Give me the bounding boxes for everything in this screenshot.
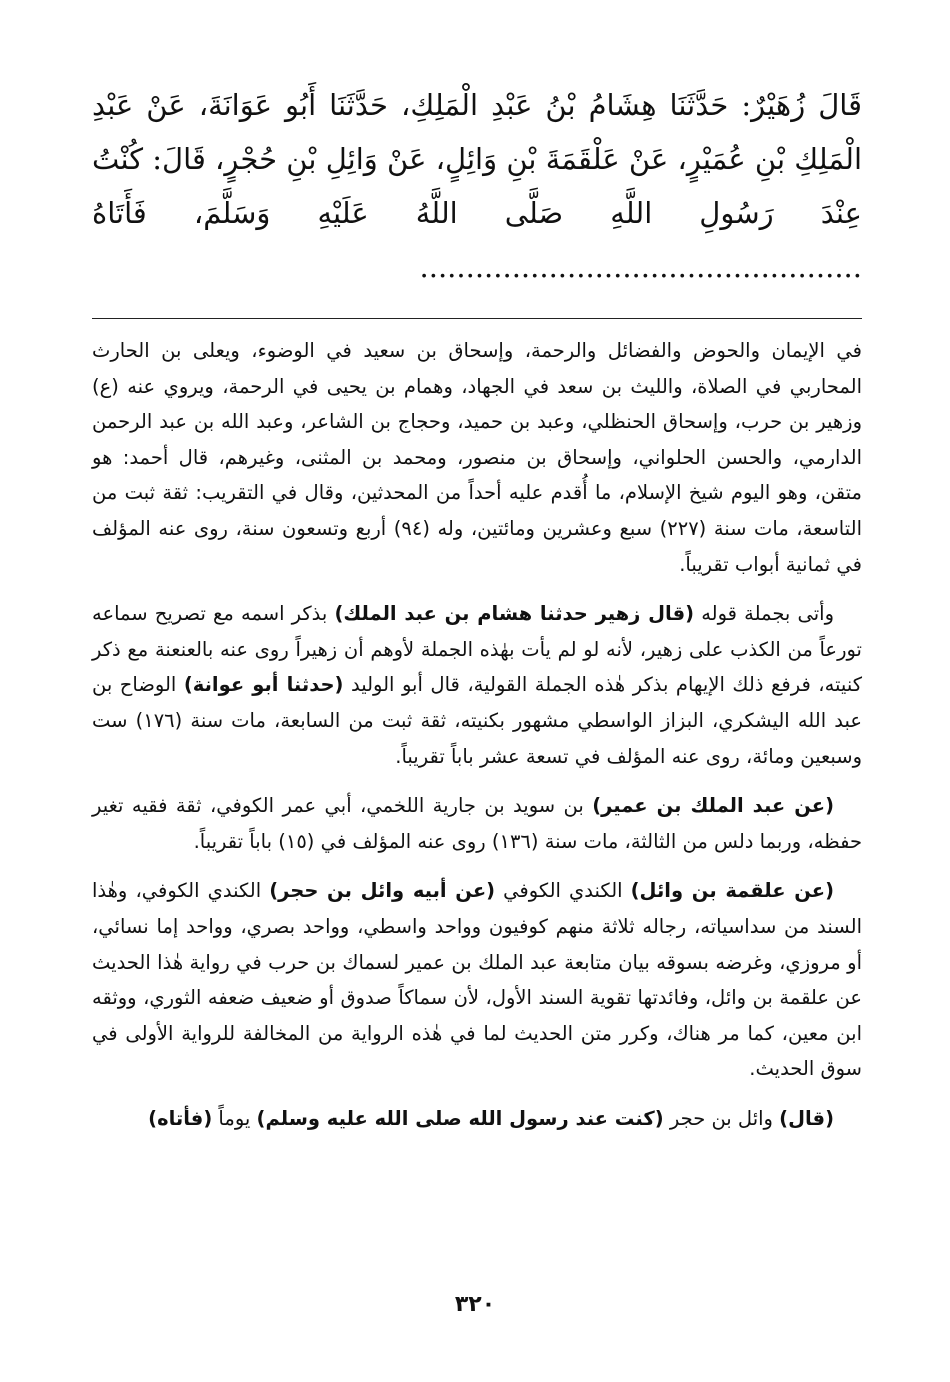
p4-bold-quote-1: (عن علقمة بن وائل) [630, 879, 834, 903]
footnote-separator-rule [92, 318, 862, 319]
commentary-paragraph-4 [92, 873, 862, 1087]
p4-bold-quote-2: (عن أبيه وائل بن حجر) [269, 879, 496, 903]
hadith-matn: قَالَ زُهَيْرٌ: حَدَّثَنَا هِشَامُ بْنُ عَبْدِ الْمَلِكِ، حَدَّثَنَا أَبُو عَوَانَةَ، عَنْ عَبْدِ الْمَلِكِ بْنِ عُمَيْرٍ، عَنْ عَلْقَمَةَ بْنِ وَائِلٍ، عَنْ وَائِلِ بْنِ حُجْرٍ، قَالَ: كُنْتُ عِنْدَ رَسُولِ اللَّهِ صَلَّى اللَّهُ عَلَيْهِ وَسَلَّمَ، فَأَتَاهُ [92, 88, 862, 230]
commentary-section [92, 333, 862, 1136]
commentary-paragraph-1: في الإيمان والحوض والفضائل والرحمة، وإسحاق بن سعيد في الوضوء، ويعلى بن الحارث المحاربي في الصلاة، والليث بن سعد في الجهاد، وهمام بن يحيى في الرحمة، ويروي عنه (ع) وزهير بن حرب، وإسحاق الحنظلي، وعبد بن حميد، وحجاج بن الشاعر، وعبد الله بن عبد الرحمن الدارمي، والحسن الحلواني، وإسحاق بن منصور، ومحمد بن المثنى، وغيرهم، قال أحمد: هو متقن، وهو اليوم شيخ الإسلام، ما أُقدم عليه أحداً من المحدثين، وقال في التقريب: ثقة ثبت من التاسعة، مات سنة (٢٢٧) سبع وعشرين ومائتين، وله (٩٤) أربع وتسعون سنة، روى عنه المؤلف في ثمانية أبواب تقريباً. [92, 339, 862, 576]
commentary-paragraph-2 [92, 596, 862, 774]
hadith-text [92, 78, 862, 294]
p2-text-c: الوضاح بن عبد الله اليشكري، البزاز الواسطي مشهور بكنيته، ثقة ثبت من السابعة، مات سنة (١٧٦) ست وسبعين ومائة، روى عنه المؤلف في تسعة عشر باباً تقريباً. [92, 673, 862, 768]
commentary-paragraph-5 [92, 1101, 862, 1137]
p4-text-a: الكندي الكوفي [495, 879, 631, 903]
p5-text-b: يوماً [212, 1106, 257, 1130]
page-number: ٣٢٠ [454, 1292, 496, 1317]
p2-text-b: بذكر اسمه مع تصريح سماعه تورعاً من الكذب على زهير، لأنه لو لم يأت بهٰذه الجملة لأوهم أن زهيراً روى عنه بالعنعنة مع ذكر كنيته، فرفع ذلك الإيهام بذكر هٰذه الجملة القولية، قال أبو الوليد [92, 602, 862, 697]
p5-bold-quote-2: (كنت عند رسول الله صلى الله عليه وسلم) [256, 1106, 664, 1130]
p2-bold-quote-1: (قال زهير حدثنا هشام بن عبد الملك) [334, 602, 695, 626]
page-body [92, 78, 862, 1150]
p5-text-a: وائل بن حجر [663, 1106, 780, 1130]
p4-text-b: الكندي الكوفي، وهٰذا السند من سداسياته، رجاله ثلاثة منهم كوفيون وواحد واسطي، وواحد بصري، وواحد إما نسائي، أو مروزي، وغرضه بسوقه بيان متابعة عبد الملك بن عمير لسماك بن حرب في رواية هٰذا الحديث عن علقمة بن وائل، وفائدتها تقوية السند الأول، لأن سماكاً صدوق أو ضعيف ضعفه الثوري، ووثقه ابن معين، كما مر هناك، وكرر متن الحديث لما في هٰذه الرواية من المخالفة للرواية الأولى في سوق الحديث. [92, 879, 862, 1081]
p3-text: بن سويد بن جارية اللخمي، أبي عمر الكوفي، ثقة فقيه تغير حفظه، وربما دلس من الثالثة، مات سنة (١٣٦) روى عنه المؤلف في (١٥) باباً تقريباً. [92, 794, 862, 853]
commentary-paragraph-3 [92, 788, 862, 859]
hadith-ellipsis-dots: ................................................ [419, 250, 862, 284]
p3-bold-quote: (عن عبد الملك بن عمير) [592, 794, 834, 818]
p5-bold-quote-1: (قال) [779, 1106, 834, 1130]
p2-text-a: وأتى بجملة قوله [694, 602, 834, 626]
p5-bold-quote-3: (فأتاه) [148, 1106, 213, 1130]
p2-bold-quote-2: (حدثنا أبو عوانة) [183, 673, 344, 697]
